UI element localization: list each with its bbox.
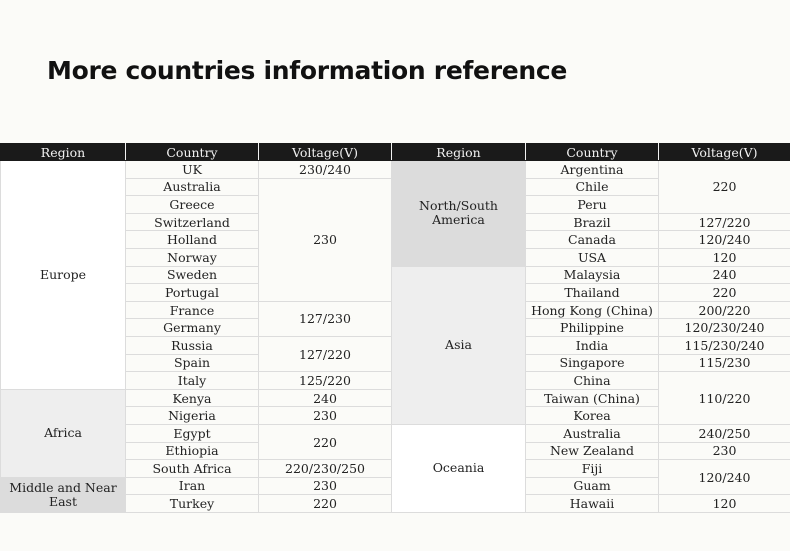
country-cell: Australia [126,178,259,196]
country-cell: UK [126,161,259,179]
voltage-cell: 230 [259,178,392,301]
voltage-cell: 125/220 [259,372,392,390]
voltage-cell: 230 [259,477,392,495]
voltage-cell: 230/240 [259,161,392,179]
country-cell: Canada [526,231,659,249]
header-region-left: Region [1,144,126,161]
country-cell: Fiji [526,460,659,478]
country-cell: Taiwan (China) [526,389,659,407]
country-cell: China [526,372,659,390]
country-cell: Turkey [126,495,259,513]
country-cell: Kenya [126,389,259,407]
country-cell: France [126,301,259,319]
country-cell: Peru [526,196,659,214]
country-cell: Hong Kong (China) [526,301,659,319]
country-cell: Thailand [526,284,659,302]
voltage-cell: 220 [259,424,392,459]
voltage-cell: 120/230/240 [659,319,790,337]
header-voltage-left: Voltage(V) [259,144,392,161]
voltage-cell: 230 [259,407,392,425]
voltage-cell: 120 [659,495,790,513]
country-cell: Sweden [126,266,259,284]
country-cell: Norway [126,248,259,266]
country-cell: Portugal [126,284,259,302]
region-africa: Africa [1,389,126,477]
country-cell: Hawaii [526,495,659,513]
country-cell: Chile [526,178,659,196]
voltage-cell: 240/250 [659,424,790,442]
region-north-south-america: North/South America [392,161,526,267]
voltage-cell: 220/230/250 [259,460,392,478]
voltage-cell: 240 [659,266,790,284]
header-voltage-right: Voltage(V) [659,144,790,161]
voltage-cell: 115/230 [659,354,790,372]
voltage-cell: 220 [659,284,790,302]
country-cell: Germany [126,319,259,337]
voltage-cell: 127/230 [259,301,392,336]
voltage-reference-table [0,143,790,513]
voltage-cell: 240 [259,389,392,407]
country-cell: USA [526,248,659,266]
country-cell: Guam [526,477,659,495]
region-asia: Asia [392,266,526,424]
voltage-cell: 120 [659,248,790,266]
country-cell: Malaysia [526,266,659,284]
header-country-left: Country [126,144,259,161]
voltage-cell: 230 [659,442,790,460]
voltage-cell: 220 [659,161,790,214]
voltage-cell: 127/220 [259,336,392,371]
voltage-cell: 115/230/240 [659,336,790,354]
header-row [1,144,790,161]
country-cell: Italy [126,372,259,390]
region-europe: Europe [1,161,126,390]
country-cell: Russia [126,336,259,354]
country-cell: Argentina [526,161,659,179]
voltage-cell: 120/240 [659,231,790,249]
country-cell: Iran [126,477,259,495]
country-cell: South Africa [126,460,259,478]
country-cell: New Zealand [526,442,659,460]
voltage-cell: 120/240 [659,460,790,495]
country-cell: Ethiopia [126,442,259,460]
header-region-right: Region [392,144,526,161]
country-cell: Brazil [526,213,659,231]
region-oceania: Oceania [392,424,526,512]
country-cell: Philippine [526,319,659,337]
country-cell: Nigeria [126,407,259,425]
country-cell: Australia [526,424,659,442]
country-cell: Greece [126,196,259,214]
country-cell: Egypt [126,424,259,442]
country-cell: Spain [126,354,259,372]
table-row [1,161,790,179]
country-cell: Switzerland [126,213,259,231]
country-cell: India [526,336,659,354]
country-cell: Holland [126,231,259,249]
voltage-cell: 110/220 [659,372,790,425]
country-cell: Singapore [526,354,659,372]
voltage-cell: 127/220 [659,213,790,231]
page-title: More countries information reference [47,56,568,85]
region-middle-and-near-east: Middle and Near East [1,477,126,512]
voltage-cell: 200/220 [659,301,790,319]
header-country-right: Country [526,144,659,161]
country-cell: Korea [526,407,659,425]
voltage-cell: 220 [259,495,392,513]
